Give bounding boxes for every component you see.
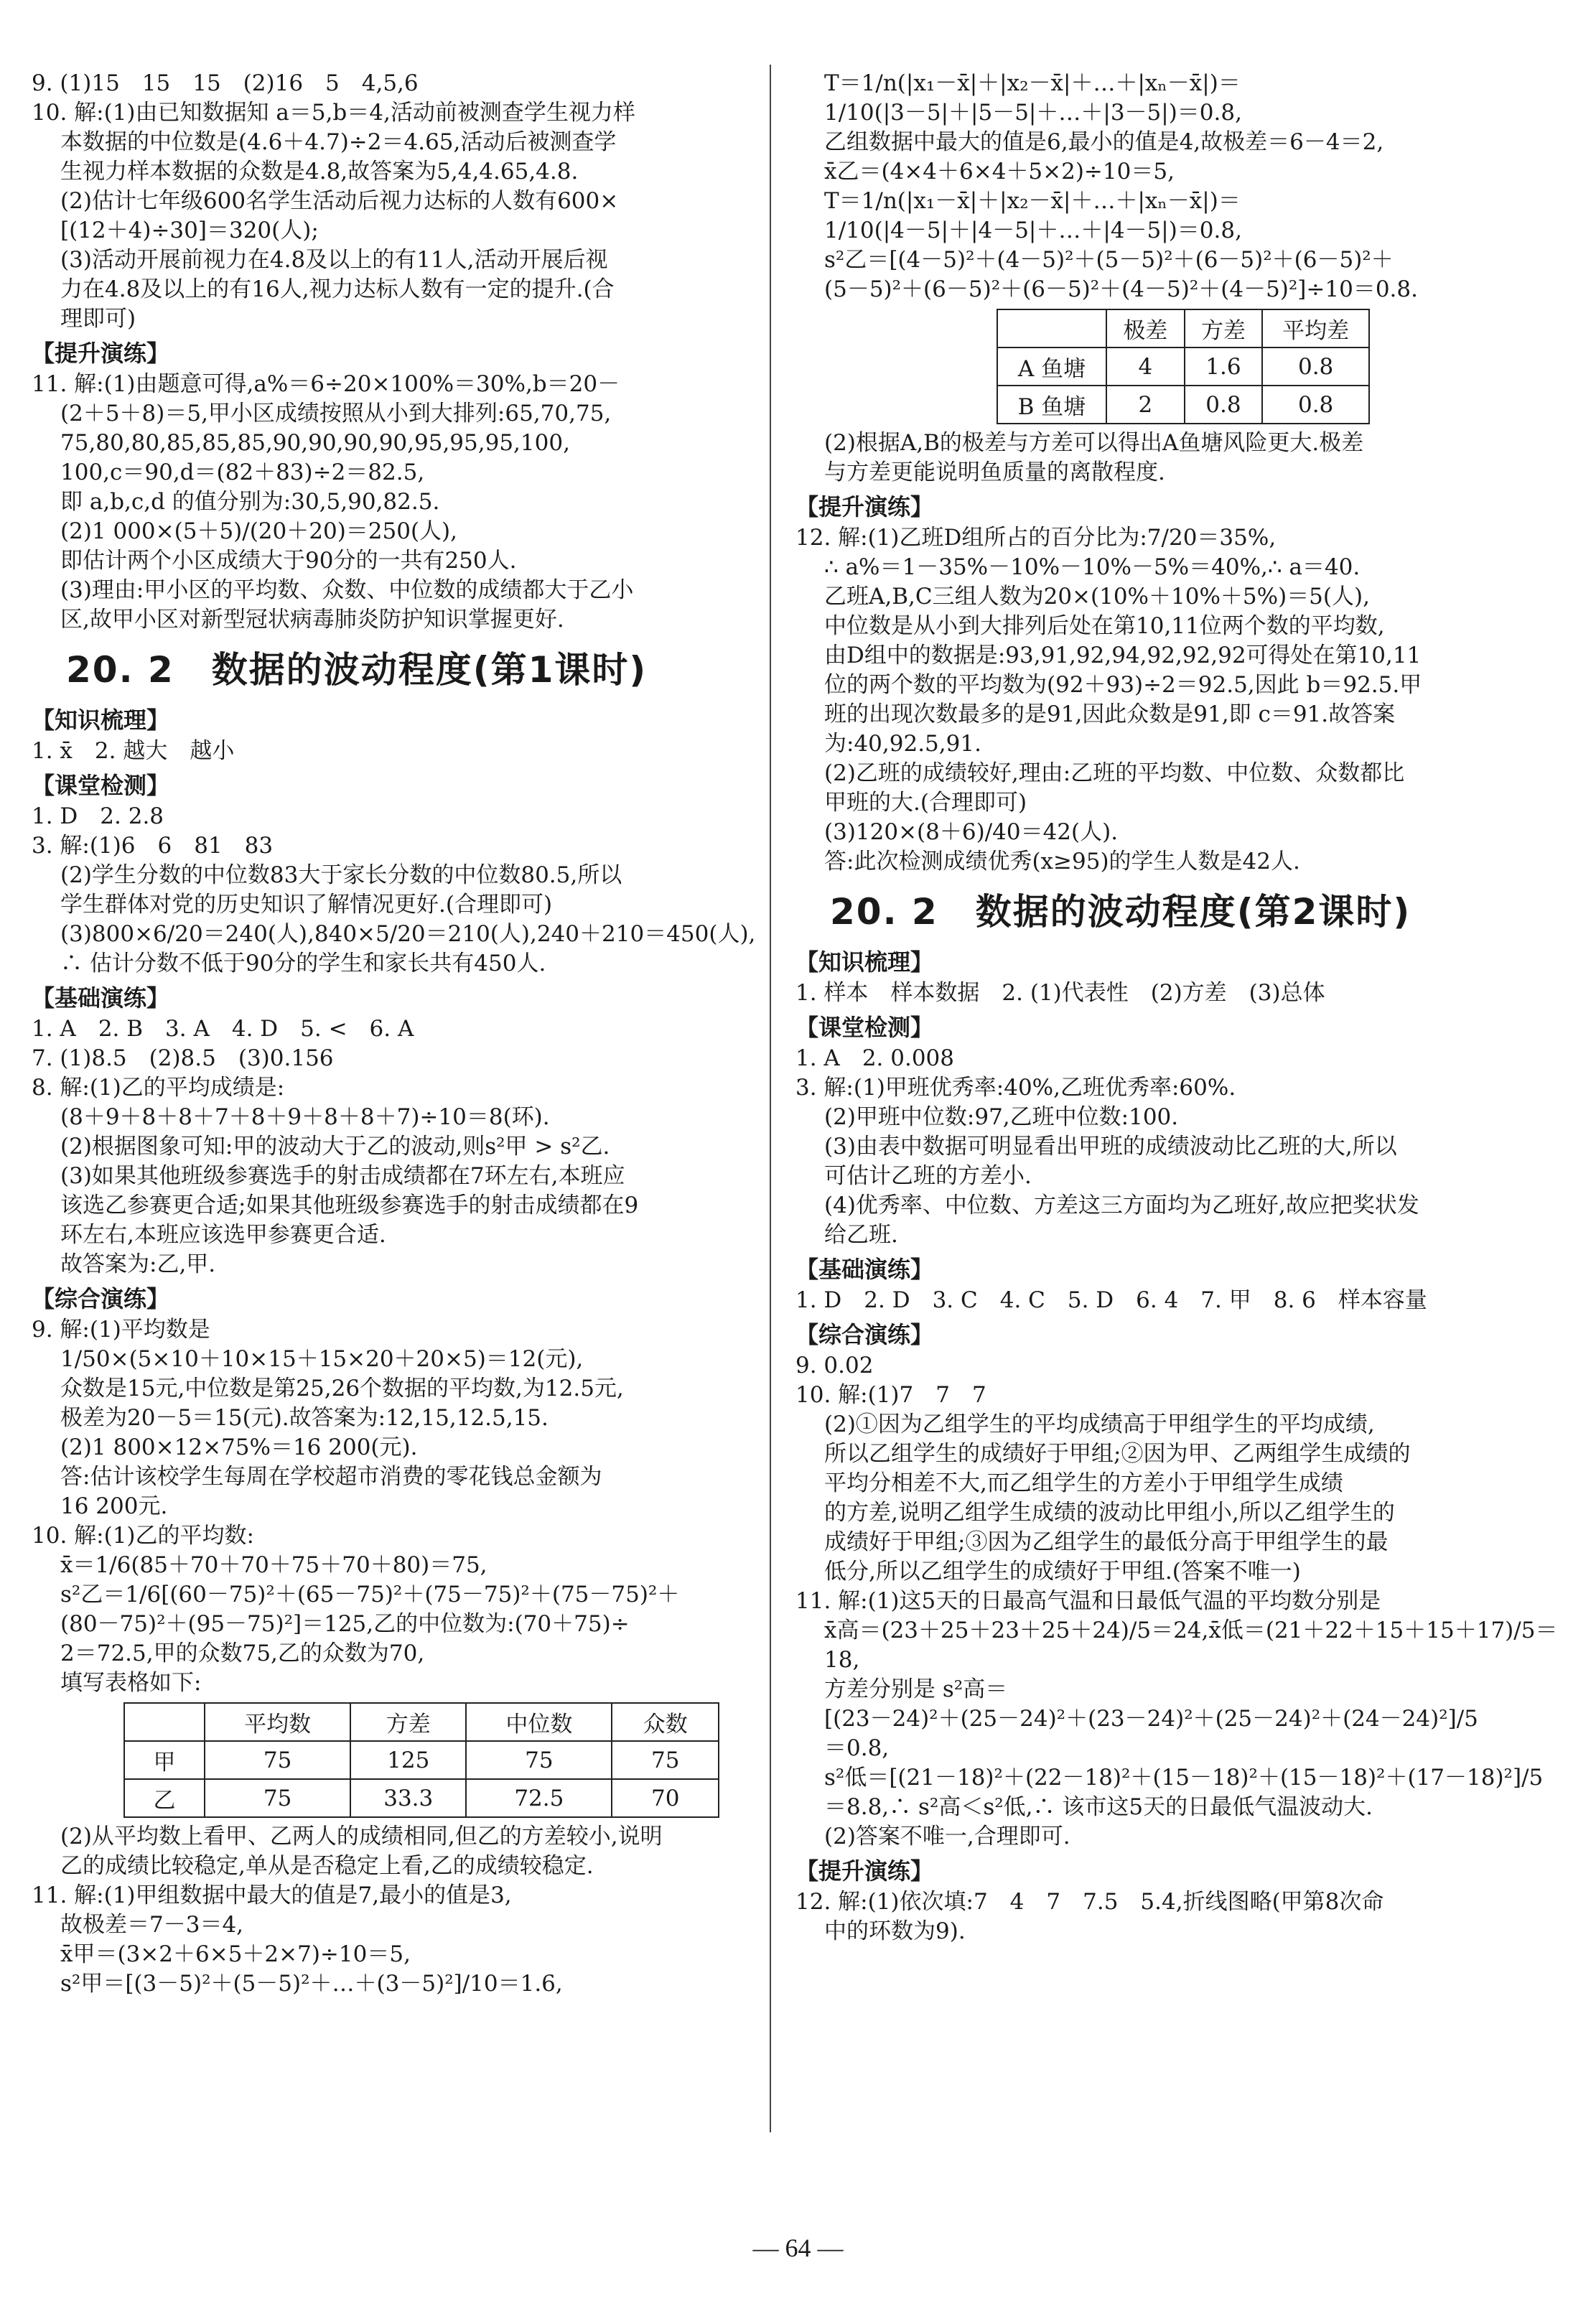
answer-line: 即估计两个小区成绩大于90分的一共有250人. (60, 548, 517, 574)
answer-line: 的方差,说明乙组学生成绩的波动比甲组小,所以乙组学生的 (824, 1500, 1395, 1526)
answer-line: 与方差更能说明鱼质量的离散程度. (824, 459, 1165, 485)
answer-line: 100,c＝90,d＝(82＋83)÷2＝82.5, (60, 459, 425, 485)
lesson-title: 20. 2 数据的波动程度(第2课时) (830, 891, 1411, 933)
answer-line: 学生群体对党的历史知识了解情况更好.(合理即可) (60, 892, 553, 918)
right-column (795, 69, 1564, 1946)
answer-line: 甲班的大.(合理即可) (824, 790, 1027, 816)
answer-line: 乙班A,B,C三组人数为20×(10%＋10%＋5%)＝5(人), (824, 584, 1370, 610)
answer-line: s²乙＝[(4－5)²＋(4－5)²＋(5－5)²＋(6－5)²＋(6－5)²＋ (824, 247, 1394, 273)
answer-line: 1. A 2. B 3. A 4. D 5. < 6. A (32, 1016, 414, 1042)
answer-line: (2)甲班中位数:97,乙班中位数:100. (824, 1104, 1179, 1130)
table-cell: 0.8 (1262, 347, 1369, 386)
answer-line: 10. 解:(1)乙的平均数: (32, 1523, 254, 1549)
table-cell: 4 (1106, 347, 1185, 386)
answer-line: T＝1/n(|x₁－x̄|＋|x₂－x̄|＋…＋|xₙ－x̄|)＝ (824, 70, 1241, 96)
answer-line: (2)从平均数上看甲、乙两人的成绩相同,但乙的方差较小,说明 (60, 1824, 663, 1849)
answer-line: 7. (1)8.5 (2)8.5 (3)0.156 (32, 1045, 334, 1071)
table-row (997, 386, 1369, 424)
answer-line: 1. 样本 样本数据 2. (1)代表性 (2)方差 (3)总体 (795, 980, 1325, 1006)
answer-line: 9. (1)15 15 15 (2)16 5 4,5,6 (32, 70, 419, 96)
answer-line: 班的出现次数最多的是91,因此众数是91,即 c＝91.故答案 (824, 701, 1396, 727)
fishpond-table-wrap (795, 309, 1564, 424)
answer-line: s²低＝[(21－18)²＋(22－18)²＋(15－18)²＋(15－18)²＋(17－18)²]/5 (824, 1765, 1544, 1791)
answer-line: 10. 解:(1)由已知数据知 a＝5,b＝4,活动前被测查学生视力样 (32, 100, 635, 126)
answer-line: 由D组中的数据是:93,91,92,94,92,92,92可得处在第10,11 (824, 643, 1422, 668)
section-heading: 【知识梳理】 (795, 948, 934, 976)
table-cell: 2 (1106, 386, 1185, 424)
answer-line: 3. 解:(1)甲班优秀率:40%,乙班优秀率:60%. (795, 1075, 1236, 1101)
answer-line: (2)1 000×(5＋5)/(20＋20)＝250(人), (60, 518, 458, 544)
answer-line: 成绩好于甲组;③因为乙组学生的最低分高于甲组学生的最 (824, 1529, 1389, 1555)
answer-line: 1. D 2. D 3. C 4. C 5. D 6. 4 7. 甲 8. 6 样本容量 (795, 1287, 1427, 1313)
answer-line: 11. 解:(1)甲组数据中最大的值是7,最小的值是3, (32, 1882, 512, 1908)
answer-line: s²甲＝[(3－5)²＋(5－5)²＋…＋(3－5)²]/10＝1.6, (60, 1971, 563, 1997)
answer-line: 答:估计该校学生每周在学校超市消费的零花钱总金额为 (60, 1464, 602, 1490)
answer-line: [(23－24)²＋(25－24)²＋(23－24)²＋(25－24)²＋(24－24)²]/5 (824, 1706, 1478, 1732)
answer-line: (2)根据图象可知:甲的波动大于乙的波动,则s²甲 > s²乙. (60, 1134, 610, 1160)
answer-line: 低分,所以乙组学生的成绩好于甲组.(答案不唯一) (824, 1559, 1301, 1585)
answer-line: 故极差＝7－3＝4, (60, 1912, 244, 1938)
answer-line: 填写表格如下: (60, 1670, 202, 1696)
table-cell: 0.8 (1185, 386, 1263, 424)
section-heading: 【综合演练】 (795, 1321, 934, 1348)
page-number: — 64 — (752, 2234, 844, 2262)
section-heading: 【提升演练】 (795, 493, 934, 521)
answer-line: (2)根据A,B的极差与方差可以得出A鱼塘风险更大.极差 (824, 430, 1364, 456)
answer-line: (5－5)²＋(6－5)²＋(6－5)²＋(4－5)²＋(4－5)²]÷10＝0.8. (824, 276, 1418, 302)
answer-line: 位的两个数的平均数为(92＋93)÷2＝92.5,因此 b＝92.5.甲 (824, 672, 1422, 698)
answer-line: 9. 解:(1)平均数是 (32, 1317, 210, 1343)
answer-line: 1. x̄ 2. 越大 越小 (32, 738, 235, 764)
answer-line: 方差分别是 s²高＝ (824, 1676, 1008, 1702)
table-cell: 甲 (124, 1741, 205, 1779)
answer-line: s²乙＝1/6[(60－75)²＋(65－75)²＋(75－75)²＋(75－75)²＋ (60, 1582, 680, 1608)
table-cell: B 鱼塘 (997, 386, 1106, 424)
answer-line: 可估计乙班的方差小. (824, 1163, 1032, 1189)
answer-line: 75,80,80,85,85,85,90,90,90,90,95,95,95,100, (60, 430, 570, 456)
answer-line: (3)由表中数据可明显看出甲班的成绩波动比乙班的大,所以 (824, 1134, 1397, 1160)
answer-line: (80－75)²＋(95－75)²]＝125,乙的中位数为:(70＋75)÷ (60, 1611, 630, 1637)
answer-line: (2)乙班的成绩较好,理由:乙班的平均数、中位数、众数都比 (824, 760, 1405, 786)
answer-line: [(12＋4)÷30]＝320(人); (60, 218, 319, 243)
answer-line: x̄甲＝(3×2＋6×5＋2×7)÷10＝5, (60, 1941, 411, 1967)
answer-line: ＝8.8,∴ s²高＜s²低,∴ 该市这5天的日最低气温波动大. (824, 1794, 1373, 1820)
answer-line: ∴ a%＝1－35%－10%－10%－5%＝40%,∴ a＝40. (824, 554, 1361, 580)
answer-line: 乙组数据中最大的值是6,最小的值是4,故极差＝6－4＝2, (824, 129, 1384, 155)
answer-line: 9. 0.02 (795, 1353, 874, 1378)
answer-line: 理即可) (60, 306, 136, 332)
answer-line: x̄高＝(23＋25＋23＋25＋24)/5＝24,x̄低＝(21＋22＋15＋15＋17)/5＝18, (824, 1618, 1558, 1673)
answer-line: 力在4.8及以上的有16人,视力达标人数有一定的提升.(合 (60, 276, 615, 302)
table-header-cell: 平均数 (205, 1703, 350, 1741)
answer-line: 1/10(|3－5|＋|5－5|＋…＋|3－5|)＝0.8, (824, 100, 1242, 126)
section-heading: 【提升演练】 (32, 340, 170, 367)
answer-line: 环左右,本班应该选甲参赛更合适. (60, 1222, 386, 1248)
answer-line: (2)答案不唯一,合理即可. (824, 1824, 1070, 1849)
answer-line: T＝1/n(|x₁－x̄|＋|x₂－x̄|＋…＋|xₙ－x̄|)＝ (824, 188, 1241, 214)
answer-line: (2)1 800×12×75%＝16 200(元). (60, 1434, 418, 1460)
answer-line: 8. 解:(1)乙的平均成绩是: (32, 1075, 285, 1101)
table-cell: 125 (350, 1741, 466, 1779)
answer-line: (3)120×(8＋6)/40＝42(人). (824, 819, 1119, 845)
table-cell: A 鱼塘 (997, 347, 1106, 386)
answer-line: 1. A 2. 0.008 (795, 1045, 954, 1071)
data-table (123, 1702, 719, 1818)
answer-line: 所以乙组学生的成绩好于甲组;②因为甲、乙两组学生成绩的 (824, 1441, 1411, 1467)
score-table-wrap (32, 1702, 761, 1818)
answer-line: (8＋9＋8＋8＋7＋8＋9＋8＋8＋7)÷10＝8(环). (60, 1104, 550, 1130)
answer-line: 12. 解:(1)乙班D组所占的百分比为:7/20＝35%, (795, 525, 1277, 551)
answer-line: x̄＝1/6(85＋70＋70＋75＋70＋80)＝75, (60, 1552, 487, 1578)
answer-line: 16 200元. (60, 1493, 168, 1519)
answer-line: 2＝72.5,甲的众数75,乙的众数为70, (60, 1641, 425, 1666)
table-header-cell (997, 309, 1106, 347)
answer-line: 为:40,92.5,91. (824, 731, 981, 757)
answer-line: (3)活动开展前视力在4.8及以上的有11人,活动开展后视 (60, 247, 608, 273)
table-header-row (997, 309, 1369, 347)
answer-line: 给乙班. (824, 1222, 898, 1248)
answer-line: (4)优秀率、中位数、方差这三方面均为乙班好,故应把奖状发 (824, 1193, 1419, 1218)
section-heading: 【基础演练】 (32, 984, 170, 1012)
answer-line: 本数据的中位数是(4.6＋4.7)÷2＝4.65,活动后被测查学 (60, 129, 617, 155)
data-table (997, 309, 1370, 424)
answer-line: 区,故甲小区对新型冠状病毒肺炎防护知识掌握更好. (60, 607, 564, 633)
table-header-cell: 众数 (612, 1703, 719, 1741)
answer-line: 中的环数为9). (824, 1918, 966, 1944)
answer-line: 极差为20－5＝15(元).故答案为:12,15,12.5,15. (60, 1405, 549, 1431)
left-column (32, 69, 761, 1999)
answer-line: 3. 解:(1)6 6 81 83 (32, 833, 274, 859)
lesson-title: 20. 2 数据的波动程度(第1课时) (66, 649, 648, 691)
table-header-row (124, 1703, 719, 1741)
table-cell: 75 (466, 1741, 612, 1779)
answer-line: ∴ 估计分数不低于90分的学生和家长共有450人. (60, 951, 546, 976)
answer-line: 乙的成绩比较稳定,单从是否稳定上看,乙的成绩较稳定. (60, 1853, 594, 1879)
answer-line: (3)理由:甲小区的平均数、众数、中位数的成绩都大于乙小 (60, 577, 634, 603)
section-heading: 【课堂检测】 (795, 1014, 934, 1041)
answer-line: 平均分相差不大,而乙组学生的方差小于甲组学生成绩 (824, 1470, 1343, 1496)
answer-line: 12. 解:(1)依次填:7 4 7 7.5 5.4,折线图略(甲第8次命 (795, 1889, 1384, 1915)
answer-line: 1/10(|4－5|＋|4－5|＋…＋|4－5|)＝0.8, (824, 218, 1242, 243)
answer-line: (3)如果其他班级参赛选手的射击成绩都在7环左右,本班应 (60, 1163, 625, 1189)
answer-line: 11. 解:(1)这5天的日最高气温和日最低气温的平均数分别是 (795, 1588, 1381, 1614)
answer-line: (2＋5＋8)＝5,甲小区成绩按照从小到大排列:65,70,75, (60, 401, 612, 426)
answer-line: (2)估计七年级600名学生活动后视力达标的人数有600× (60, 188, 619, 214)
answer-line: 该选乙参赛更合适;如果其他班级参赛选手的射击成绩都在9 (60, 1193, 639, 1218)
answer-line: 1/50×(5×10＋10×15＋15×20＋20×5)＝12(元), (60, 1346, 584, 1372)
table-header-cell: 极差 (1106, 309, 1185, 347)
table-cell: 75 (612, 1741, 719, 1779)
table-row (124, 1779, 719, 1817)
answer-line: (2)学生分数的中位数83大于家长分数的中位数80.5,所以 (60, 862, 622, 888)
answer-line: 生视力样本数据的众数是4.8,故答案为5,4,4.65,4.8. (60, 159, 579, 185)
table-cell: 1.6 (1185, 347, 1263, 386)
answer-line: 中位数是从小到大排列后处在第10,11位两个数的平均数, (824, 613, 1385, 639)
column-divider (770, 65, 771, 2132)
answer-line: 故答案为:乙,甲. (60, 1251, 216, 1277)
section-heading: 【提升演练】 (795, 1857, 934, 1885)
section-heading: 【综合演练】 (32, 1285, 170, 1312)
table-header-cell (124, 1703, 205, 1741)
table-header-cell: 方差 (350, 1703, 466, 1741)
answer-line: 11. 解:(1)由题意可得,a%＝6÷20×100%＝30%,b＝20－ (32, 371, 620, 397)
answer-line: 即 a,b,c,d 的值分别为:30,5,90,82.5. (60, 489, 440, 515)
answer-line: 10. 解:(1)7 7 7 (795, 1382, 986, 1408)
table-cell: 75 (205, 1779, 350, 1817)
table-cell: 乙 (124, 1779, 205, 1817)
table-header-cell: 方差 (1185, 309, 1263, 347)
table-cell: 70 (612, 1779, 719, 1817)
answer-line: 答:此次检测成绩优秀(x≥95)的学生人数是42人. (824, 849, 1300, 874)
table-header-cell: 中位数 (466, 1703, 612, 1741)
answer-line: x̄乙＝(4×4＋6×4＋5×2)÷10＝5, (824, 159, 1175, 185)
table-row (124, 1741, 719, 1779)
table-cell: 0.8 (1262, 386, 1369, 424)
section-heading: 【课堂检测】 (32, 772, 170, 799)
table-cell: 33.3 (350, 1779, 466, 1817)
table-cell: 72.5 (466, 1779, 612, 1817)
section-heading: 【知识梳理】 (32, 706, 170, 734)
table-cell: 75 (205, 1741, 350, 1779)
section-heading: 【基础演练】 (795, 1256, 934, 1283)
answer-line: 1. D 2. 2.8 (32, 803, 164, 829)
table-row (997, 347, 1369, 386)
answer-line: 众数是15元,中位数是第25,26个数据的平均数,为12.5元, (60, 1376, 624, 1401)
answer-line: (2)①因为乙组学生的平均成绩高于甲组学生的平均成绩, (824, 1412, 1375, 1437)
table-header-cell: 平均差 (1262, 309, 1369, 347)
answer-line: (3)800×6/20＝240(人),840×5/20＝210(人),240＋210＝450(人), (60, 921, 756, 947)
answer-line: ＝0.8, (824, 1735, 890, 1761)
